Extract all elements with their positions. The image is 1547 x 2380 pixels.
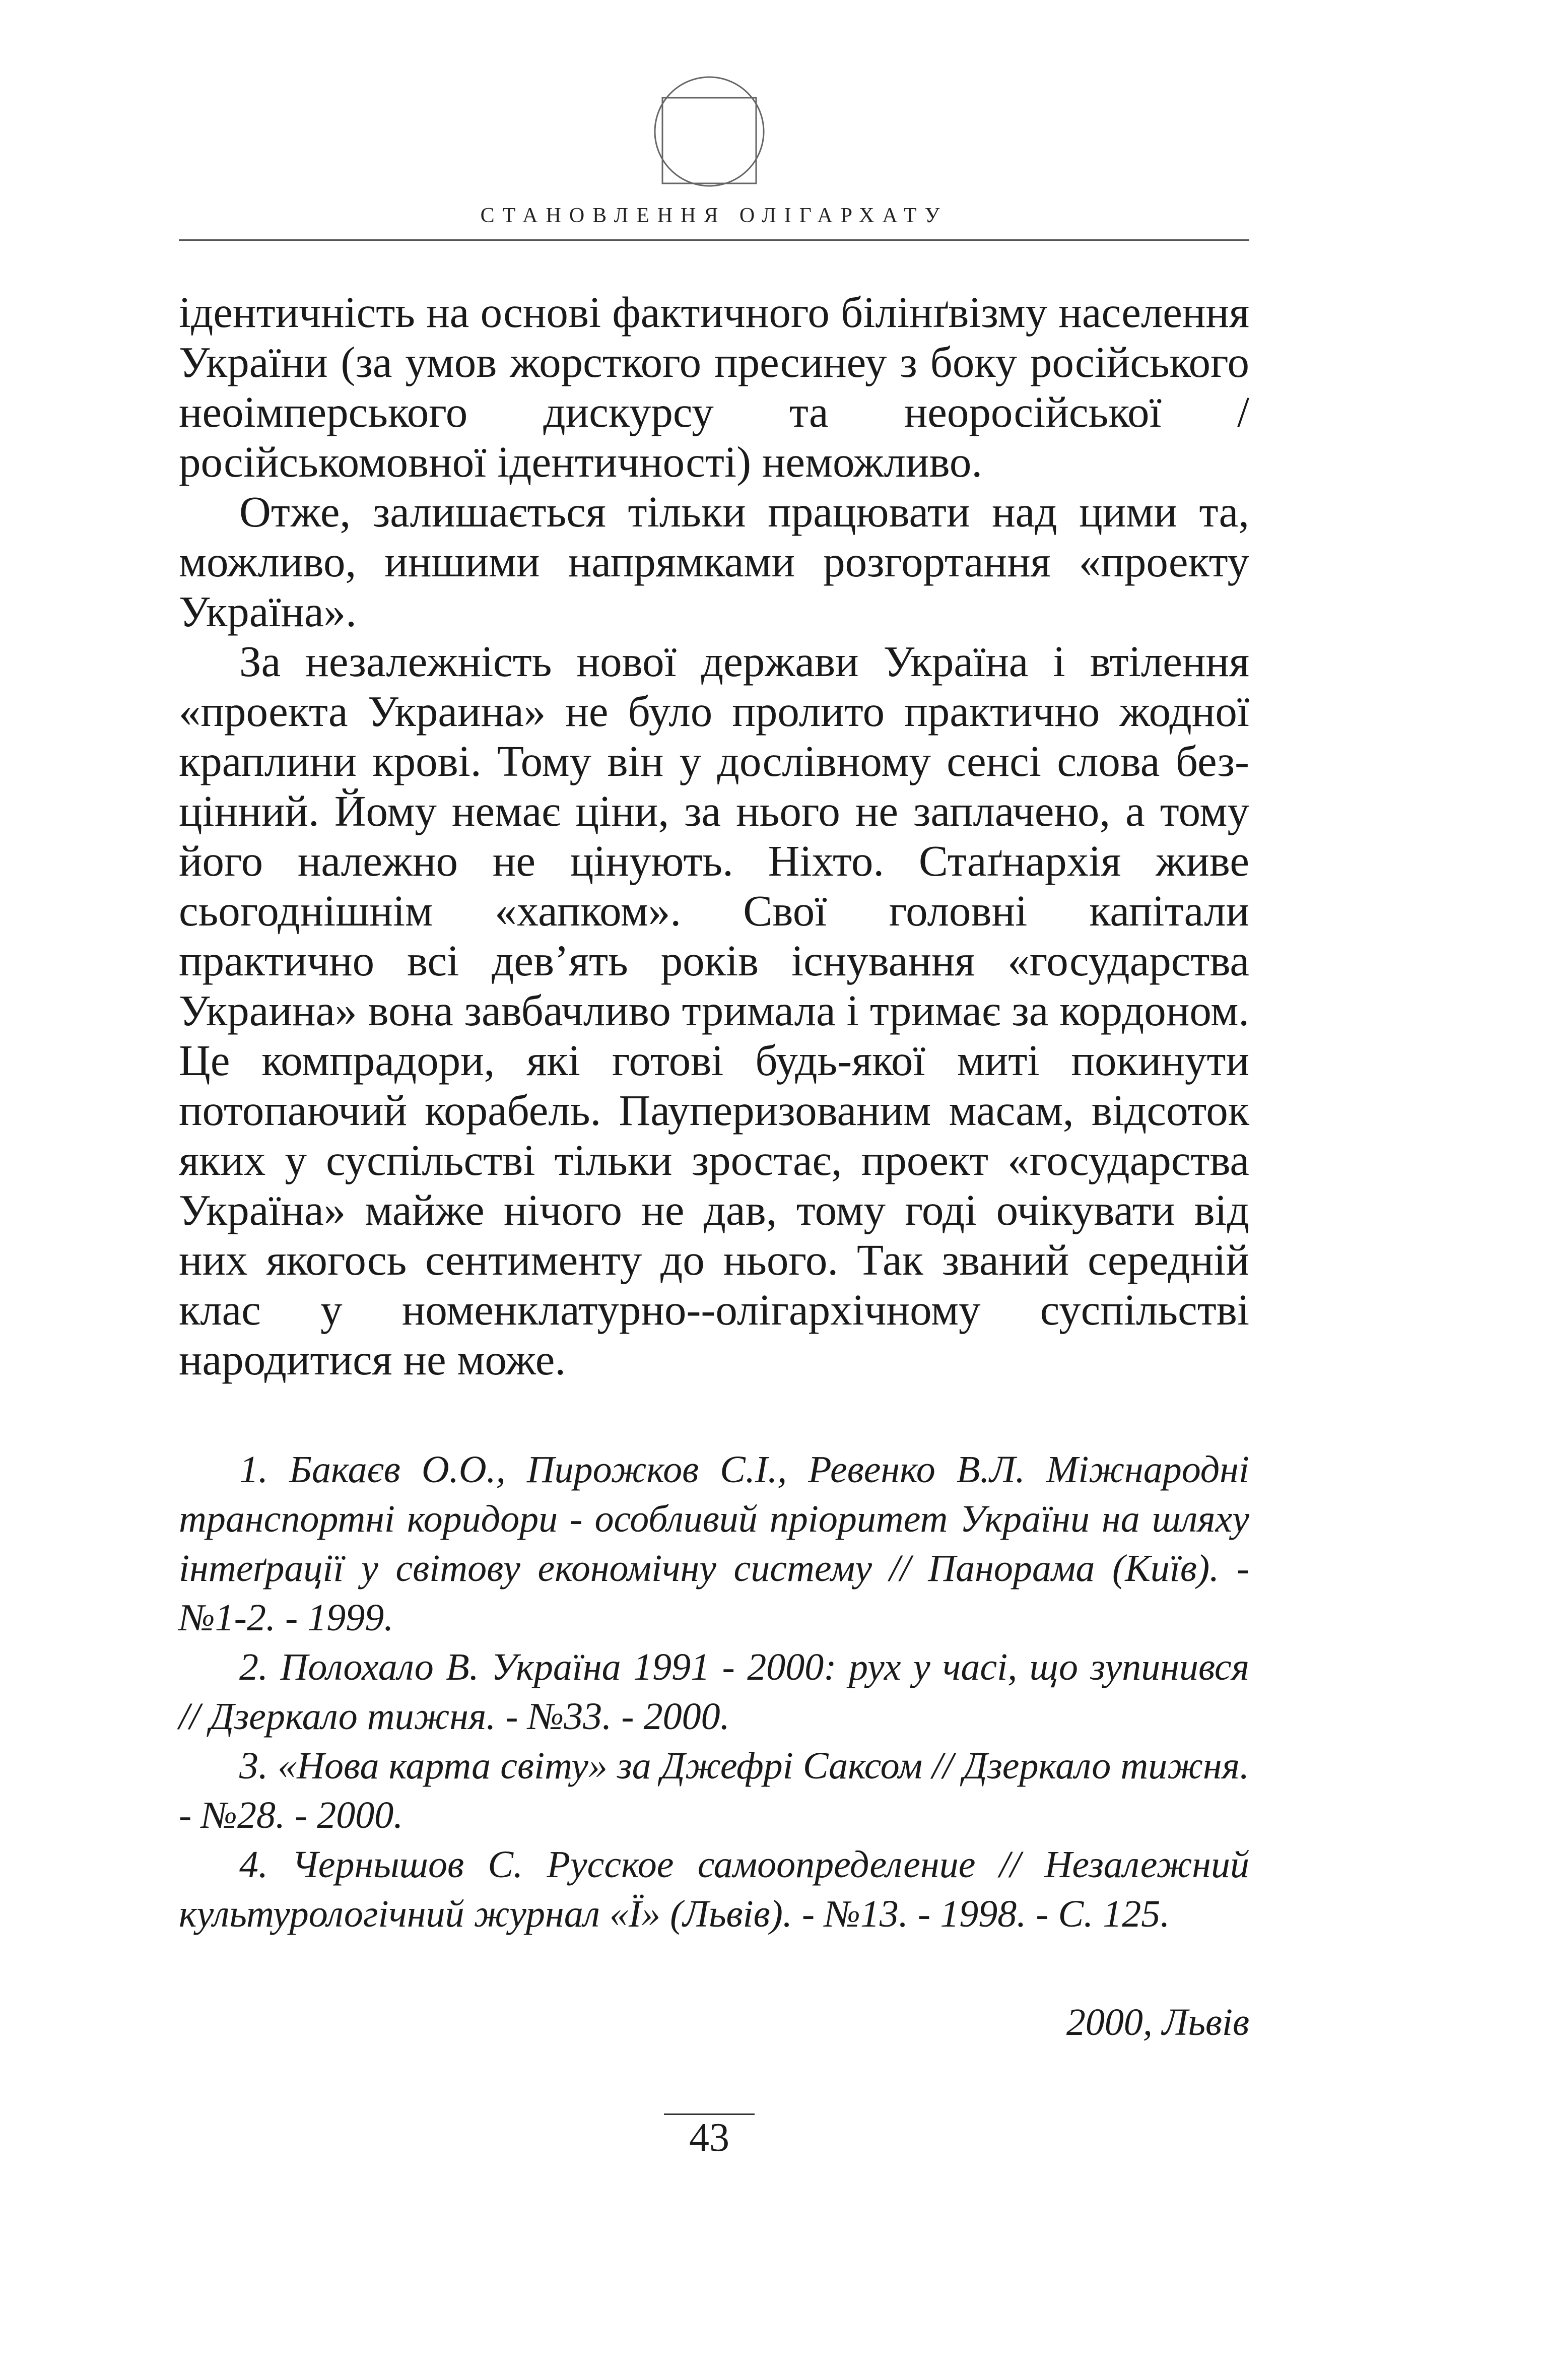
main-text [179, 287, 1249, 1384]
publisher-logo-icon [653, 76, 765, 187]
reference-item: 1. Бакаєв О.О., Пирожков С.І., Ревенко В.Л. Міжнародні транспортні коридори - особливий пріоритет України на шляху інтеґрації у світову економічну систему // Панорама (Київ). - №1-2. - 1999. [179, 1448, 1249, 1639]
paragraph: За незалежність нової держави Україна і втілення «проекта Украина» не було пролито практично жодної краплини крові. Тому він у дослівному сенсі слова без-цінний. Йому немає ціни, за нього не заплачено, а тому його належно не цінують. Ніхто. Стаґнархія живе сьогоднішнім «хапком». Свої головні капітали практично всі дев’ять років існування «государства Украина» вона завбачливо тримала і тримає за кордоном. Це компрадори, які готові будь-якої миті покинути потопаючий корабель. Пауперизованим масам, відсоток яких у суспільстві тільки зростає, проект «государства Україна» майже нічого не дав, тому годі очікувати від них якогось сентименту до нього. Так званий середній клас у номенклатурно--олігархічному суспільстві народитися не може. [179, 637, 1249, 1384]
reference-item: 3. «Нова карта світу» за Джефрі Саксом // Дзеркало тижня. - №28. - 2000. [179, 1745, 1249, 1836]
paragraph: Отже, залишається тільки працювати над цими та, можливо, иншими напрямками розгортання «проекту Україна». [179, 487, 1249, 636]
reference-item: 4. Чернышов С. Русское самоопределение // Незалежний культурологічний журнал «Ї» (Львів). - №13. - 1998. - С. 125. [179, 1843, 1249, 1935]
running-head: СТАНОВЛЕННЯ ОЛІГАРХАТУ [480, 204, 948, 227]
header-divider [179, 239, 1249, 241]
paragraph: ідентичність на основі фактичного білінґвізму населення України (за умов жорсткого пресинеу з боку російського неоімперського дискурсу та неоросійської / російськомовної ідентичності) неможливо. [179, 288, 1249, 486]
dateline: 2000, Львів [1066, 2001, 1249, 2043]
reference-item: 2. Полохало В. Україна 1991 - 2000: рух у часі, що зупинився // Дзеркало тижня. - №33. - 2000. [179, 1646, 1249, 1738]
page-number: 43 [664, 2113, 755, 2160]
references-list [179, 1445, 1249, 1939]
